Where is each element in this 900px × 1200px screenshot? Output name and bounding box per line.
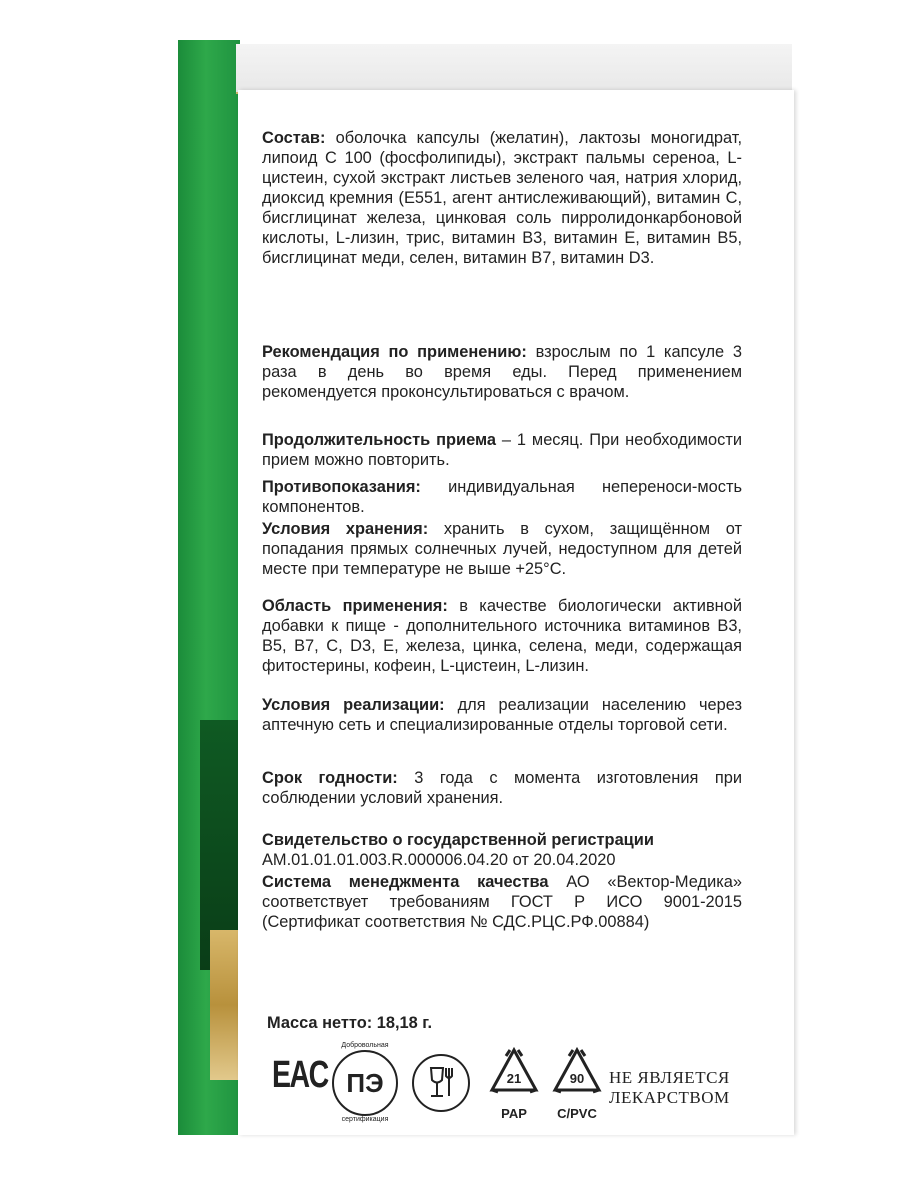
registration-text: АМ.01.01.01.003.R.000006.04.20 от 20.04.2020 bbox=[262, 851, 616, 869]
not-a-medicine-line2: ЛЕКАРСТВОМ bbox=[609, 1088, 730, 1107]
contraindications-paragraph bbox=[262, 477, 742, 517]
pe-top-caption: Добровольная bbox=[341, 1042, 389, 1049]
net-mass: Масса нетто: 18,18 г. bbox=[267, 1014, 433, 1032]
eac-mark-icon: EAC bbox=[272, 1054, 328, 1096]
quality-system-paragraph bbox=[262, 872, 742, 932]
not-a-medicine-notice bbox=[609, 1068, 730, 1108]
voluntary-certification-icon bbox=[332, 1042, 398, 1123]
quality-system-text: АО «Вектор-Медика» соответствует требованиям ГОСТ Р ИСО 9001-2015 (Сертификат соответствия № СДС.РЦС.РФ.00884) bbox=[262, 873, 742, 931]
sale-conditions-paragraph bbox=[262, 695, 742, 735]
registration-label: Свидетельство о государственной регистрации bbox=[262, 831, 654, 849]
contraindications-label: Противопоказания: bbox=[262, 478, 421, 496]
recommendation-label: Рекомендация по применению: bbox=[262, 343, 527, 361]
recommendation-text: взрослым по 1 капсуле 3 раза в день во время еды. Перед применением рекомендуется проконсультироваться с врачом. bbox=[262, 343, 742, 401]
sale-conditions-label: Условия реализации: bbox=[262, 696, 445, 714]
expiry-paragraph bbox=[262, 768, 742, 808]
composition-label: Состав: bbox=[262, 129, 326, 147]
food-safe-glass-fork-icon bbox=[412, 1054, 470, 1112]
box-top-flap bbox=[236, 44, 792, 94]
recycle-pap-label: PAP bbox=[501, 1106, 527, 1121]
registration-paragraph bbox=[262, 830, 742, 870]
expiry-label: Срок годности: bbox=[262, 769, 398, 787]
sale-conditions-text: для реализации населению через аптечную сеть и специализированные отделы торговой сети. bbox=[262, 696, 742, 734]
recycle-cpvc-icon bbox=[547, 1044, 607, 1126]
pe-bottom-caption: сертификация bbox=[341, 1116, 389, 1123]
recommendation-paragraph bbox=[262, 342, 742, 402]
recycle-cpvc-label: C/PVC bbox=[557, 1106, 597, 1121]
duration-paragraph bbox=[262, 430, 742, 470]
storage-label: Условия хранения: bbox=[262, 520, 429, 538]
duration-text: – 1 месяц. При необходимости прием можно повторить. bbox=[262, 431, 742, 469]
pe-mark: ПЭ bbox=[346, 1068, 384, 1098]
duration-label: Продолжительность приема bbox=[262, 431, 497, 449]
box-side-gold-band bbox=[210, 930, 240, 1080]
composition-text: оболочка капсулы (желатин), лактозы моногидрат, липоид С 100 (фосфолипиды), экстракт пальмы сереноа, L-цистеин, сухой экстракт листьев зеленого чая, натрия хлорид, диоксид кремния (Е551, агент антислеживающий), витамин С, бисглицинат железа, цинковая соль пирролидонкарбоновой кислоты, L-лизин, трис, витамин В3, витамин Е, витамин В5, бисглицинат меди, селен, витамин В7, витамин D3. bbox=[262, 129, 742, 267]
contraindications-text: индивидуальная непереноси-мость компонентов. bbox=[262, 478, 742, 516]
recycle-pap-icon bbox=[484, 1044, 544, 1126]
certification-marks bbox=[262, 1040, 762, 1130]
expiry-text: 3 года с момента изготовления при соблюдении условий хранения. bbox=[262, 769, 742, 807]
recycle-pap-number: 21 bbox=[506, 1071, 522, 1086]
not-a-medicine-line1: НЕ ЯВЛЯЕТСЯ bbox=[609, 1068, 730, 1087]
application-area-label: Область применения: bbox=[262, 597, 448, 615]
storage-text: хранить в сухом, защищённом от попадания прямых солнечных лучей, недоступном для детей месте при температуре не выше +25°С. bbox=[262, 520, 743, 578]
recycle-cpvc-number: 90 bbox=[569, 1071, 585, 1086]
composition-paragraph bbox=[262, 128, 742, 268]
application-area-paragraph bbox=[262, 596, 742, 676]
storage-paragraph bbox=[262, 519, 742, 579]
application-area-text: в качестве биологически активной добавки к пище - дополнительного источника витаминов В3, В5, В7, С, D3, Е, железа, цинка, селена, меди, содержащая фитостерины, кофеин, L-цистеин, L-лизин. bbox=[262, 597, 742, 675]
quality-system-label: Система менеджмента качества bbox=[262, 873, 549, 891]
